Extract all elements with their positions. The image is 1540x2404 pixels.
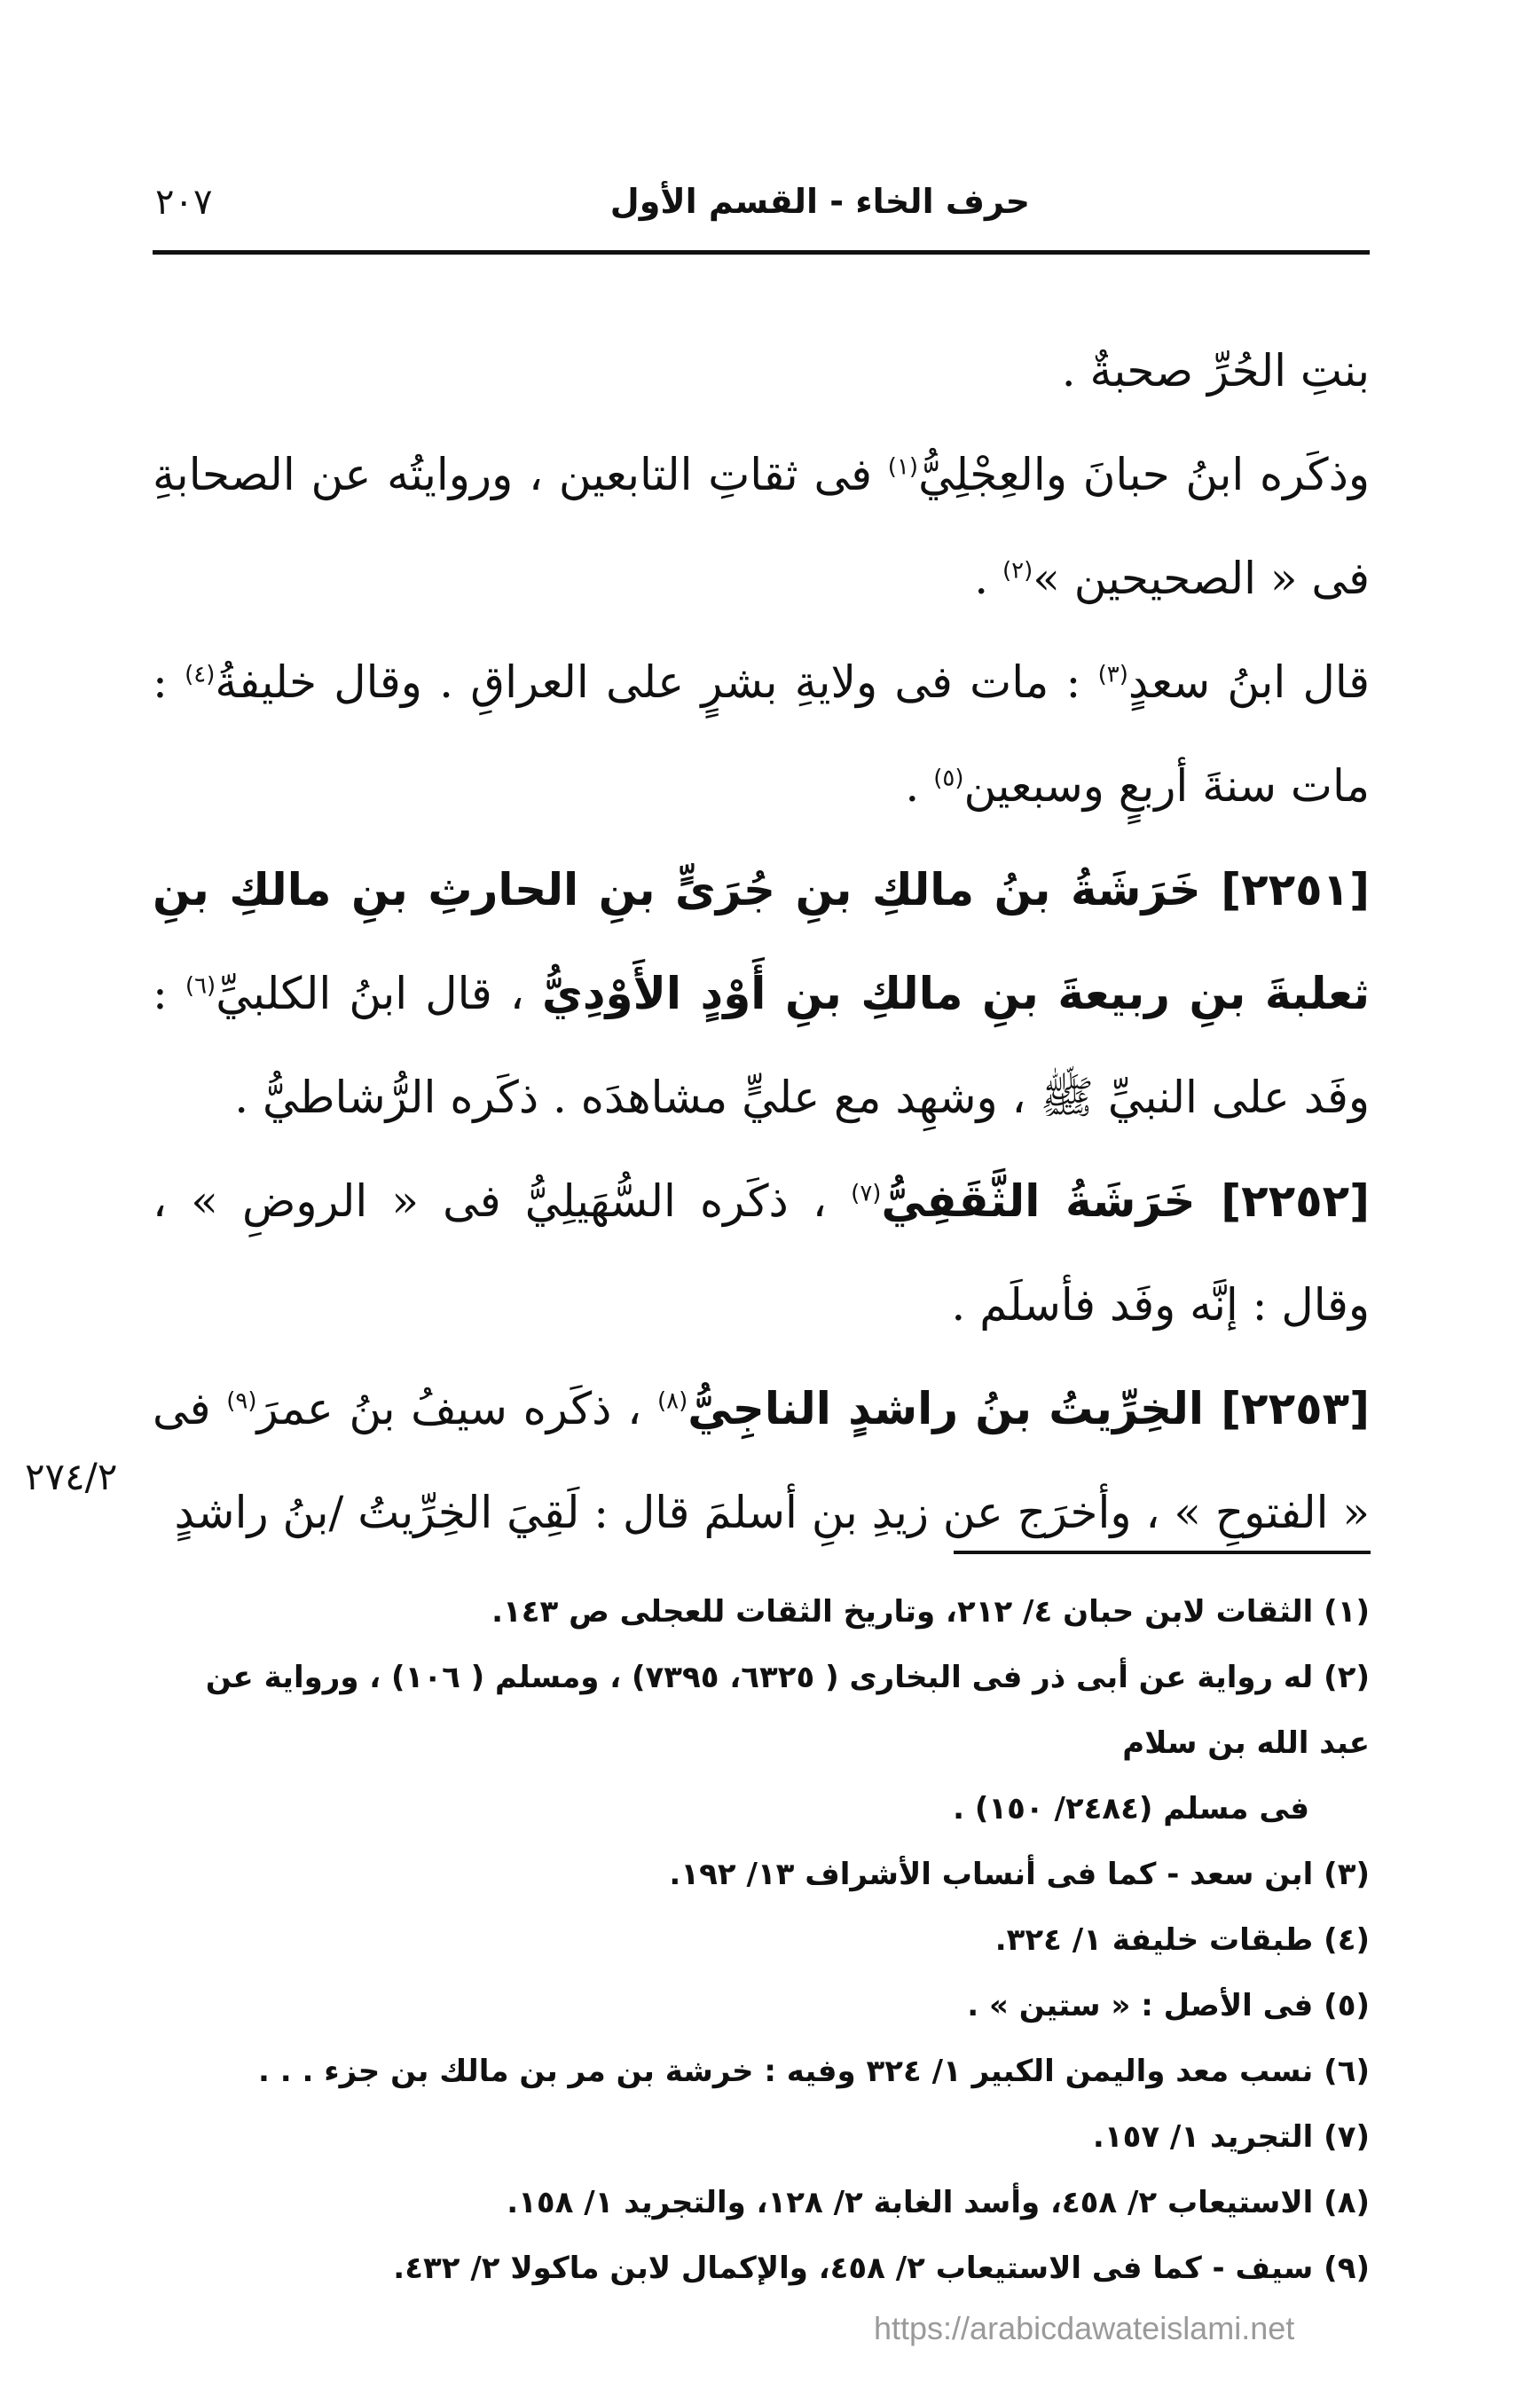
text-span: . xyxy=(905,760,934,812)
entry-number: [٢٢٥٣] xyxy=(1221,1383,1370,1434)
footnote-ref: (٢) xyxy=(1002,557,1033,585)
text-span: بنتِ الحُرِّ صحبةٌ . xyxy=(1061,345,1370,397)
text-span: . xyxy=(974,553,1002,604)
text-span: فى « الفتوحِ » ، وأخرَج عن زيدِ بنِ أسلمَ قال : لَقِيَ الخِرِّيتُ /بنُ راشدٍ xyxy=(153,1383,1370,1538)
watermark-url: https://arabicdawateislami.net xyxy=(874,2310,1295,2346)
entry-name: الخِرِّيتُ بنُ راشدٍ الناجِيُّ xyxy=(688,1383,1222,1434)
footnote-ref: (٣) xyxy=(1097,661,1128,688)
header-rule xyxy=(153,250,1370,255)
main-text xyxy=(153,319,1370,1565)
text-span: فى ثقاتِ التابعين ، وروايتُه عن الصحابةِ فى « الصحيحين » xyxy=(153,449,1370,604)
footnote-ref: (٤) xyxy=(185,661,216,688)
text-span: : مات سنةَ أربعٍ وسبعين xyxy=(153,656,1370,812)
paragraph-2 xyxy=(153,423,1370,631)
margin-reference: ٢٧٤/٢ xyxy=(25,1455,118,1498)
entry-number: [٢٢٥١] xyxy=(1221,864,1370,915)
entry-number: [٢٢٥٢] xyxy=(1221,1175,1371,1227)
footnote-ref: (٨) xyxy=(656,1387,688,1415)
text-span: : وفَد على النبيِّ ﷺ ، وشهِد مع عليٍّ مشاهدَه . ذكَره الرُّشاطيُّ . xyxy=(153,968,1370,1123)
footnote-9: (٩) سيف - كما فى الاستيعاب ٢/ ٤٥٨، والإكمال لابن ماكولا ٢/ ٤٣٢. xyxy=(393,2251,1370,2286)
text-span: : مات فى ولايةِ بشرٍ على العراقِ . وقال خليفةُ xyxy=(215,656,1098,708)
footnote-ref: (٧) xyxy=(851,1180,882,1207)
footnote-4: (٤) طبقات خليفة ١/ ٣٢٤. xyxy=(994,1922,1370,1958)
footnote-8: (٨) الاستيعاب ٢/ ٤٥٨، وأسد الغابة ٢/ ١٢٨، والتجريد ١/ ١٥٨. xyxy=(507,2185,1370,2220)
page-number: ٢٠٧ xyxy=(155,182,213,223)
footnote-1: (١) الثقات لابن حبان ٤/ ٢١٢، وتاريخ الثقات للعجلى ص ١٤٣. xyxy=(491,1594,1370,1630)
text-span: قال ابنُ سعدٍ xyxy=(1128,656,1370,708)
footnote-5: (٥) فى الأصل : « ستين » . xyxy=(967,1988,1370,2023)
paragraph-3 xyxy=(153,631,1370,838)
entry-name: خَرَشَةُ بنُ مالكِ بنِ جُرَىٍّ بنِ الحارثِ بنِ مالكِ بنِ ثعلبةَ بنِ ربيعةَ بنِ مالكِ بنِ أَوْدٍ الأَوْدِيُّ xyxy=(153,864,1370,1019)
entry-name: خَرَشَةُ الثَّقَفِيُّ xyxy=(881,1175,1222,1227)
footnote-ref: (٩) xyxy=(226,1387,257,1415)
text-span: وذكَره ابنُ حبانَ والعِجْلِيُّ xyxy=(918,449,1370,500)
footnote-6: (٦) نسب معد واليمن الكبير ١/ ٣٢٤ وفيه : خرشة بن مر بن مالك بن جزء . . . xyxy=(257,2054,1370,2089)
paragraph-1 xyxy=(153,319,1370,423)
text-span: ، قال ابنُ الكلبيِّ xyxy=(216,968,543,1019)
footnote-rule xyxy=(954,1551,1371,1554)
text-span: ، ذكَره سيفُ بنُ عمرَ xyxy=(256,1383,657,1434)
page-header xyxy=(155,182,1367,244)
footnote-ref: (٦) xyxy=(185,972,216,1000)
footnote-2-continued: فى مسلم (٢٤٨٤/ ١٥٠) . xyxy=(953,1791,1309,1827)
footnote-ref: (٥) xyxy=(933,765,964,792)
running-title: حرف الخاء - القسم الأول xyxy=(609,182,1030,221)
footnote-7: (٧) التجريد ١/ ١٥٧. xyxy=(1092,2119,1370,2155)
entry-2251 xyxy=(153,838,1370,1150)
text-span: ، ذكَره السُّهَيلِيُّ فى « الروضِ » ، وقال : إنَّه وفَد فأسلَم . xyxy=(153,1175,1370,1331)
footnote-ref: (١) xyxy=(887,453,919,481)
footnote-2: (٢) له رواية عن أبى ذر فى البخارى ( ٦٣٢٥، ٧٣٩٥) ، ومسلم ( ١٠٦) ، ورواية عن عبد الله بن سلام xyxy=(205,1660,1370,1761)
footnotes xyxy=(153,1579,1370,2301)
entry-2253 xyxy=(153,1357,1370,1565)
entry-2252 xyxy=(153,1150,1370,1357)
footnote-3: (٣) ابن سعد - كما فى أنساب الأشراف ١٣/ ١٩٢. xyxy=(669,1857,1370,1892)
